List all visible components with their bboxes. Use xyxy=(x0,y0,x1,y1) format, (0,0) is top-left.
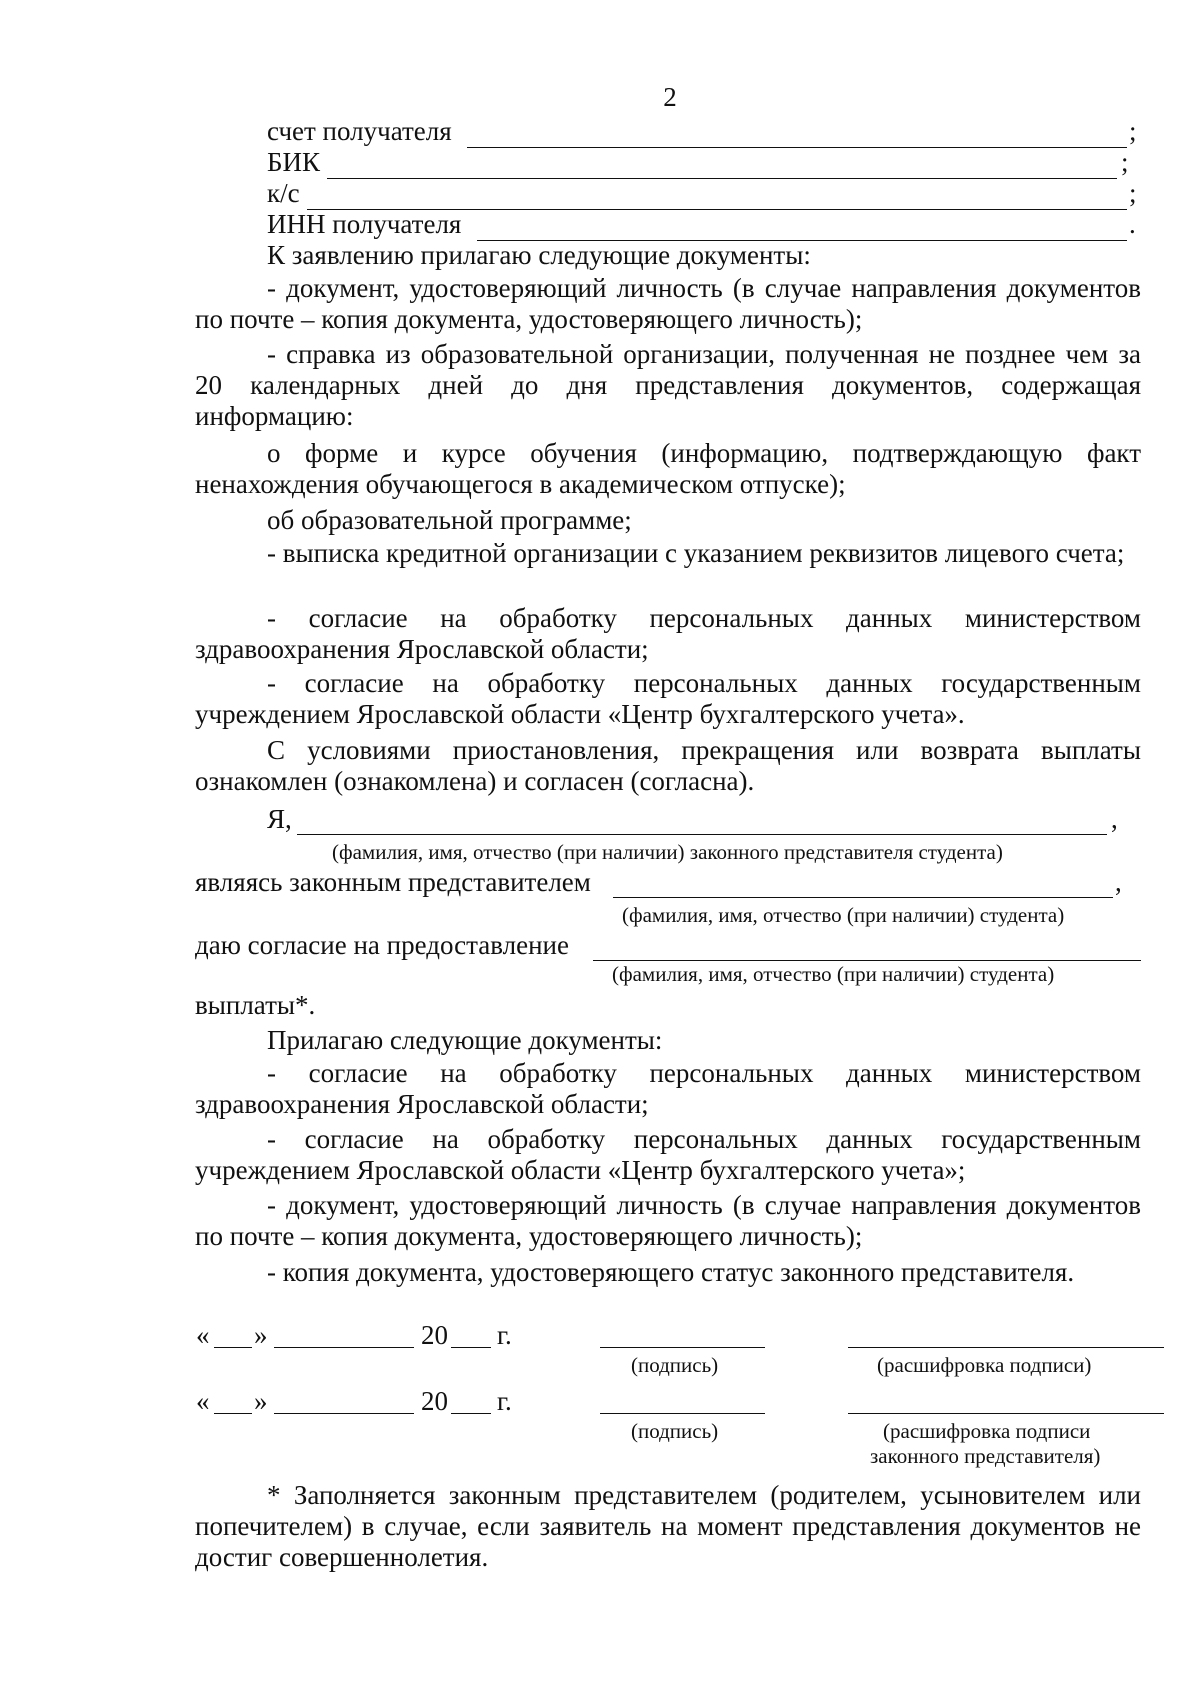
year-prefix: 20 xyxy=(421,1320,448,1350)
account-label: счет получателя xyxy=(267,116,452,146)
bik-label: БИК xyxy=(267,147,321,177)
attach-item: о форме и курсе обучения (информацию, подтверждающую факт ненахождения обучающегося в академическом отпуске); xyxy=(195,438,1141,499)
quote-close: » xyxy=(254,1320,268,1350)
ks-label: к/с xyxy=(267,178,300,208)
year-suffix: г. xyxy=(497,1320,512,1350)
ya-label: Я, xyxy=(267,804,292,834)
student-name-field[interactable] xyxy=(613,897,1113,898)
decode-field[interactable] xyxy=(848,1347,1164,1348)
quote-open: « xyxy=(196,1386,210,1416)
signature-field[interactable] xyxy=(600,1347,765,1348)
attach-intro: К заявлению прилагаю следующие документы: xyxy=(267,240,811,270)
second-item: - копия документа, удостоверяющего статус законного представителя. xyxy=(267,1257,1075,1287)
decode-caption: (расшифровка подписи) xyxy=(877,1353,1092,1377)
second-item: - согласие на обработку персональных данных министерством здравоохранения Ярославской области; xyxy=(195,1058,1141,1119)
year-suffix: г. xyxy=(497,1386,512,1416)
page-number: 2 xyxy=(663,82,677,112)
student-comma: , xyxy=(1115,867,1122,897)
consent-student-field[interactable] xyxy=(593,960,1141,961)
decode-caption-line2: законного представителя) xyxy=(870,1444,1101,1468)
guardian-name-caption: (фамилия, имя, отчество (при наличии) законного представителя студента) xyxy=(332,840,1003,864)
consent-student-caption: (фамилия, имя, отчество (при наличии) студента) xyxy=(612,962,1055,986)
year-prefix: 20 xyxy=(421,1386,448,1416)
attach-item: - справка из образовательной организации, полученная не позднее чем за 20 календарных дней до дня представления документов, содержащая информацию: xyxy=(195,339,1141,431)
day-field[interactable] xyxy=(214,1347,252,1348)
attach-item: об образовательной программе; xyxy=(267,505,632,535)
month-field[interactable] xyxy=(274,1413,414,1414)
attach-item: - выписка кредитной организации с указанием реквизитов лицевого счета; xyxy=(267,538,1125,568)
signature-caption: (подпись) xyxy=(631,1419,719,1443)
student-name-caption: (фамилия, имя, отчество (при наличии) студента) xyxy=(622,903,1065,927)
guardian-comma: , xyxy=(1111,804,1118,834)
being-rep-label: являясь законным представителем xyxy=(195,867,591,897)
conditions-text: С условиями приостановления, прекращения или возврата выплаты ознакомлен (ознакомлена) и согласен (согласна). xyxy=(195,735,1141,796)
year-field[interactable] xyxy=(451,1347,491,1348)
bik-field[interactable] xyxy=(327,178,1117,179)
month-field[interactable] xyxy=(274,1347,414,1348)
inn-label: ИНН получателя xyxy=(267,209,462,239)
attach-item: - документ, удостоверяющий личность (в случае направления документов по почте – копия документа, удостоверяющего личность); xyxy=(195,273,1141,334)
signature-caption: (подпись) xyxy=(631,1353,719,1377)
attach-item: - согласие на обработку персональных данных министерством здравоохранения Ярославской области; xyxy=(195,603,1141,664)
account-end: ; xyxy=(1129,116,1137,146)
account-field[interactable] xyxy=(467,147,1127,148)
bik-end: ; xyxy=(1121,147,1129,177)
quote-close: » xyxy=(254,1386,268,1416)
ks-end: ; xyxy=(1129,178,1137,208)
second-item: - согласие на обработку персональных данных государственным учреждением Ярославской области «Центр бухгалтерского учета»; xyxy=(195,1124,1141,1185)
second-intro: Прилагаю следующие документы: xyxy=(267,1025,663,1055)
second-item: - документ, удостоверяющий личность (в случае направления документов по почте – копия документа, удостоверяющего личность); xyxy=(195,1190,1141,1251)
signature-field[interactable] xyxy=(600,1413,765,1414)
payments-label: выплаты*. xyxy=(195,990,316,1020)
quote-open: « xyxy=(196,1320,210,1350)
consent-label: даю согласие на предоставление xyxy=(195,930,569,960)
inn-end: . xyxy=(1129,209,1136,239)
year-field[interactable] xyxy=(451,1413,491,1414)
decode-field[interactable] xyxy=(848,1413,1164,1414)
day-field[interactable] xyxy=(214,1413,252,1414)
footnote: * Заполняется законным представителем (родителем, усыновителем или попечителем) в случае, если заявитель на момент представления документов не достиг совершеннолетия. xyxy=(195,1480,1141,1572)
guardian-name-field[interactable] xyxy=(297,834,1107,835)
attach-item: - согласие на обработку персональных данных государственным учреждением Ярославской области «Центр бухгалтерского учета». xyxy=(195,668,1141,729)
decode-caption-line1: (расшифровка подписи xyxy=(883,1419,1091,1443)
